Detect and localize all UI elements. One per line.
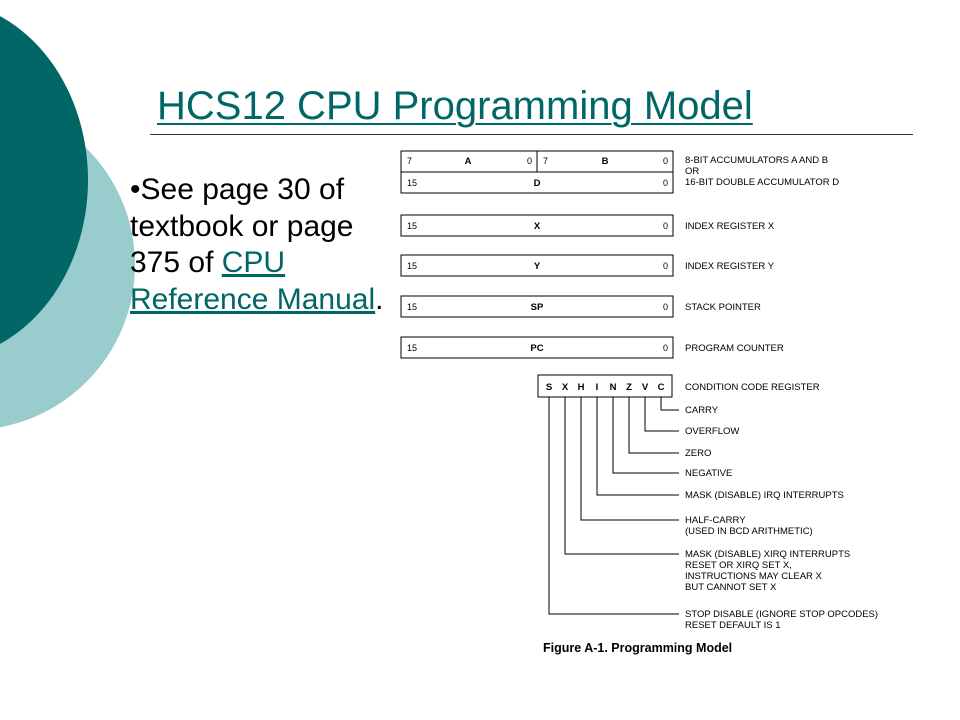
reg-sp-high-bit: 15 — [407, 302, 418, 312]
acc-label-line-1: 8-BIT ACCUMULATORS A AND B — [685, 155, 829, 166]
ccr-bit-c: C — [657, 382, 665, 393]
reg-y-low-bit: 0 — [662, 261, 668, 271]
figure-caption: Figure A-1. Programming Model — [543, 641, 733, 655]
ccr-leader-z — [629, 397, 679, 453]
ccr-flag-label-x-3: BUT CANNOT SET X — [685, 582, 777, 593]
reg-pc-low-bit: 0 — [662, 343, 668, 353]
reg-d-name: D — [533, 178, 541, 189]
ccr-leader-v — [645, 397, 679, 431]
bullet-suffix: . — [375, 282, 384, 316]
ccr-bit-h: H — [577, 382, 585, 393]
ccr-bit-z: Z — [626, 382, 632, 393]
reg-x-label: INDEX REGISTER X — [685, 221, 775, 232]
ccr-flag-label-h-0: HALF-CARRY — [685, 515, 746, 526]
reg-x-low-bit: 0 — [662, 221, 668, 231]
acc-b-high-bit: 7 — [543, 156, 549, 166]
ccr-flag-label-x-1: RESET OR XIRQ SET X, — [685, 560, 792, 571]
programming-model-figure — [395, 145, 955, 665]
ccr-bit-i: I — [595, 382, 599, 393]
reg-sp-name: SP — [530, 302, 544, 313]
acc-label-line-2: OR — [685, 166, 700, 177]
ccr-flag-label-n-0: NEGATIVE — [685, 468, 733, 479]
programming-model-svg — [395, 145, 955, 665]
ccr-bit-v: V — [641, 382, 649, 393]
ccr-leader-n — [613, 397, 679, 473]
reg-sp-label: STACK POINTER — [685, 302, 761, 313]
ccr-flag-label-h-1: (USED IN BCD ARITHMETIC) — [685, 526, 813, 537]
acc-b-low-bit: 0 — [662, 156, 668, 166]
ccr-flag-label-i-0: MASK (DISABLE) IRQ INTERRUPTS — [685, 490, 844, 501]
reg-x-name: X — [533, 221, 541, 232]
ccr-flag-label-s-0: STOP DISABLE (IGNORE STOP OPCODES) — [685, 609, 879, 620]
ccr-leader-s — [549, 397, 679, 614]
reg-y-high-bit: 15 — [407, 261, 418, 271]
reg-pc-label: PROGRAM COUNTER — [685, 343, 784, 354]
reg-x-high-bit: 15 — [407, 221, 418, 231]
ccr-label: CONDITION CODE REGISTER — [685, 382, 820, 393]
reg-y-name: Y — [533, 261, 541, 272]
reg-pc-name: PC — [530, 343, 544, 354]
ccr-flag-label-z-0: ZERO — [685, 448, 712, 459]
slide-title[interactable]: HCS12 CPU Programming Model — [157, 84, 753, 128]
acc-a-low-bit: 0 — [526, 156, 532, 166]
ccr-flag-label-c-0: CARRY — [685, 405, 719, 416]
reg-d-low-bit: 0 — [662, 178, 668, 188]
reg-y-label: INDEX REGISTER Y — [685, 261, 775, 272]
ccr-bit-x: X — [561, 382, 569, 393]
acc-a-high-bit: 7 — [407, 156, 413, 166]
title-divider — [150, 134, 913, 135]
bullet-text — [130, 172, 395, 318]
acc-b-name: B — [601, 156, 609, 167]
cpu-reference-manual-link[interactable]: CPU Reference Manual — [130, 246, 376, 316]
reg-d-high-bit: 15 — [407, 178, 418, 188]
ccr-flag-label-x-2: INSTRUCTIONS MAY CLEAR X — [685, 571, 822, 582]
ccr-flag-label-v-0: OVERFLOW — [685, 426, 740, 437]
ccr-bit-s: S — [545, 382, 553, 393]
acc-label-line-3: 16-BIT DOUBLE ACCUMULATOR D — [685, 177, 840, 188]
ccr-leader-h — [581, 397, 679, 520]
ccr-leader-i — [597, 397, 679, 495]
ccr-bit-n: N — [609, 382, 617, 393]
reg-sp-low-bit: 0 — [662, 302, 668, 312]
bullet-marker: • — [130, 173, 141, 206]
ccr-flag-label-x-0: MASK (DISABLE) XIRQ INTERRUPTS — [685, 549, 851, 560]
ccr-box — [538, 375, 672, 397]
acc-a-name: A — [464, 156, 472, 167]
bullet-body: See page 30 of textbook or page 375 of — [130, 173, 354, 279]
reg-pc-high-bit: 15 — [407, 343, 418, 353]
ccr-leader-c — [661, 397, 679, 410]
ccr-flag-label-s-1: RESET DEFAULT IS 1 — [685, 620, 781, 631]
ccr-leader-x — [565, 397, 679, 554]
